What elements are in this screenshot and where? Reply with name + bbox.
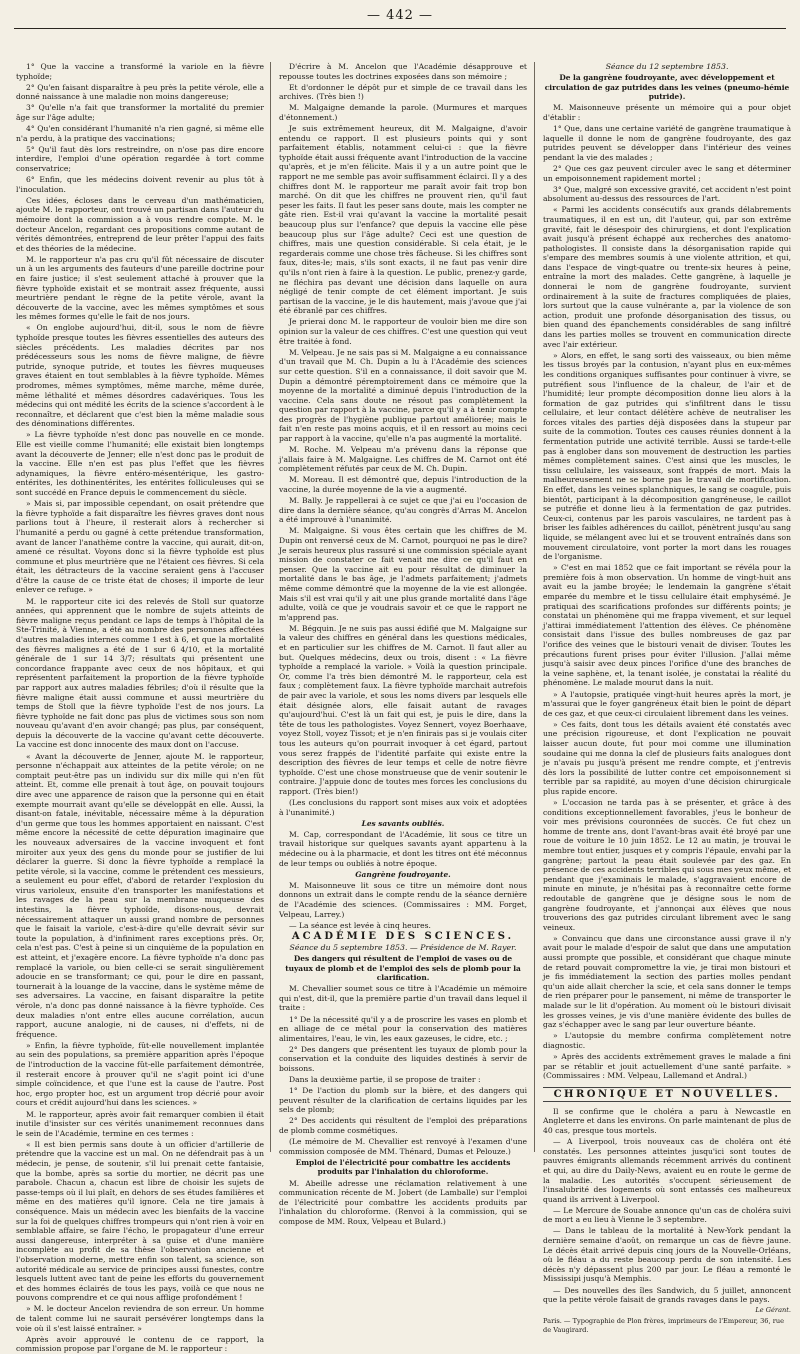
paragraph: M. le rapporteur n'a pas cru qu'il fût nécessaire de discuter un à un les arguments des fauteurs d'une pareille doctrine pour en faire justice; il s'est seulement attaché à prouver que la fièvre typhoïde existait et se montrait assez fréquente, aussi meurtrière pendant le règne de la petite vérole, avant la découverte de la vaccine, avec les mêmes symptômes et sous les mêmes formes qu'elle le fait de nos jours. [16, 254, 264, 322]
paragraph: M. Roche. M. Velpeau m'a prévenu dans la réponse que j'allais faire à M. Malgaigne. Les chiffres de M. Carnot ont été complètement réfutés par ceux de M. Ch. Dupin. [279, 445, 527, 474]
paragraph: Il se confirme que le choléra a paru à Newcastle en Angleterre et dans les environs. On parle maintenant de plus de 40 cas, presque tous mortels. [543, 1106, 791, 1136]
paragraph: D'écrire à M. Ancelon que l'Académie désapprouve et repousse toutes les doctrines exposées dans son mémoire ; [279, 62, 527, 81]
paragraph: M. Moreau. Il est démontré que, depuis l'introduction de la vaccine, la durée moyenne de la vie a augmenté. [279, 475, 527, 495]
paragraph: 3° Qu'elle n'a fait que transformer la mortalité du premier âge sur l'âge adulte; [16, 103, 264, 122]
paragraph: 6° Enfin, que les médecins doivent revenir au plus tôt à l'inoculation. [16, 175, 264, 194]
seance-line-12: Séance du 12 septembre 1853. [605, 62, 729, 71]
paragraph: M. le rapporteur, après avoir fait remarquer combien il était inutile d'insister sur ces vérités unanimement reconnues dans le sein de l'Académie, termine en ces termes : [16, 1109, 264, 1138]
paragraph: Après avoir approuvé le contenu de ce rapport, la commission propose par l'organe de M. le rapporteur : [16, 1334, 264, 1354]
paragraph: M. Chevallier soumet sous ce titre à l'Académie un mémoire qui n'est, dit-il, que la première partie d'un travail dans lequel il traite : [279, 984, 527, 1013]
paragraph: Je suis extrêmement heureux, dit M. Malgaigne, d'avoir entendu ce rapport. Il est plusieurs points qui y sont parfaitement établis, notamment celui-ci : que la fièvre typhoïde était aussi fréquente avant l'introduction de la vaccine qu'après, et je m'en félicite. Mais il y a un autre point que le rapport ne me semble pas avoir suffisamment éclairci. Il y a des chiffres dont M. le rapporteur me paraît avoir fait trop bon marché. On dit que les chiffres ne prouvent rien, qu'il faut peser les faits. Il faut les peser sans doute, mais les compter ne gâte rien. Est-il vrai qu'avant la vaccine la mortalité pesait beaucoup plus sur l'enfance? que depuis la vaccine elle pèse beaucoup plus sur l'âge adulte? Ceci est une question de chiffres, mais une question considérable. Si cela était, je le regarderais comme une chose très fâcheuse. Si les chiffres sont faux, dites-le; mais, s'ils sont exacts, il ne faut pas venir dire qu'ils n'ont rien à faire à la question. Le public, prenez-y garde, ne fléchira pas devant une décision dans laquelle on aura négligé de tenir compte de cet élément important. Je suis partisan de la vaccine, je le dis hautement, mais j'avoue que j'ai été ébranlé par ces chiffres. [279, 124, 527, 316]
paragraph: — La séance est levée à cinq heures. [289, 920, 431, 930]
paragraph: M. Bally. Je rappellerai à ce sujet ce que j'ai eu l'occasion de dire dans la dernière séance, qu'au congrès d'Arras M. Ancelon a été improuvé à l'unanimité. [279, 496, 527, 525]
paragraph: Je prierai donc M. le rapporteur de vouloir bien me dire son opinion sur la valeur de ces chiffres. C'est une question qui veut être traitée à fond. [279, 317, 527, 346]
paragraph: 5° Qu'il faut dès lors restreindre, on n'ose pas dire encore interdire, l'emploi d'une opération regardée à tort comme conservatrice; [16, 144, 264, 173]
paragraph: M. Maisonneuve lit sous ce titre un mémoire dont nous donnons un extrait dans le compte rendu de la séance dernière de l'Académie des sciences. (Commissaires : MM. Forget, Velpeau, Larrey.) [279, 880, 527, 919]
paragraph: 2° Des dangers que présentent les tuyaux de plomb pour la conservation et la conduite des liquides destinés à servir de boissons. [279, 1044, 527, 1073]
paragraph: M. Maisonneuve présente un mémoire qui a pour objet d'établir : [543, 103, 791, 122]
paragraph: » Ces faits, dont tous les détails avaient été constatés avec une précision rigoureuse, et dont l'explication ne pouvait laisser aucun doute, fut pour moi comme une illumination soudaine qui me donna la clef de plusieurs faits analogues dont je n'avais pu jusqu'à présent me rendre compte, et j'entrevis dès lors la possibilité de lutter contre cet empoisonnement si terrible par sa rapidité, au moyen d'une décision chirurgicale plus rapide encore. [543, 719, 791, 796]
paragraph: 3° Que, malgré son excessive gravité, cet accident n'est point absolument au-dessus des ressources de l'art. [543, 184, 791, 204]
paragraph: » La fièvre typhoïde n'est donc pas nouvelle en ce monde. Elle est vieille comme l'humanité; elle existait bien longtemps avant la découverte de Jenner; elle n'est donc pas le produit de la vaccine. Elle n'en est pas plus l'effet que les fièvres adynamiques, la fièvre entéro-mésentérique, les gastro-entérites, les dothinentérites, les entérites folliculeuses qui se sont succédé en France depuis le commencement du siècle. [16, 430, 264, 498]
paragraph: M. le rapporteur cite ici des relevés de Stoll sur quatorze années, qui apprennent que le nombre de sujets atteints de fièvre maligne reçus pendant ce laps de temps à l'hôpital de la Ste-Trinité, à Vienne, a été au nombre des personnes affectées d'autres maladies internes comme 1 est à 6, et que la mortalité des fièvres malignes a été de 1 sur 6 4/10, et la mortalité générale de 1 sur 14 3/7; résultats qui présentent une concordance frappante avec ceux de nos hôpitaux, et qui représentent parfaitement la proportion de la fièvre typhoïde par rapport aux autres maladies fébriles; d'où il résulte que la fièvre maligne était aussi commune et aussi meurtrière du temps de Stoll que la fièvre typhoïde l'est de nos jours. La fièvre typhoïde ne fait donc pas plus de victimes sous son nom nouveau qu'avant d'en avoir changé; pas plus, par conséquent, depuis la découverte de la vaccine qu'avant cette découverte. La vaccine est donc innocente des maux dont on l'accuse. [16, 596, 264, 750]
chronicle-title: CHRONIQUE ET NOUVELLES. [553, 1088, 781, 1100]
section-heading-tuyaux: Des dangers qui résultent de l'emploi de vases ou de tuyaux de plomb et de l'emploi des sels de plomb pour la clarification. [285, 953, 521, 983]
column-2-electricite [279, 1179, 527, 1227]
column-2 [279, 62, 527, 1226]
page-number: — 442 — [366, 8, 434, 23]
printer-imprint: Paris. — Typographie de Plon frères, imprimeurs de l'Empereur, 36, rue de Vaugirard. [543, 1317, 784, 1334]
paragraph: M. Cap, correspondant de l'Académie, lit sous ce titre un travail historique sur quelques savants ayant appartenu à la médecine ou à la pharmacie, et dont les titres ont été méconnus de leur temps ou oubliés à notre époque. [279, 829, 527, 868]
paragraph: M. Malgaigne demande la parole. (Murmures et marques d'étonnement.) [279, 103, 527, 122]
paragraph: 1° Que, dans une certaine variété de gangrène traumatique à laquelle il donne le nom de gangrène foudroyante, des gaz putrides peuvent se développer dans l'intérieur des veines pendant la vie des malades ; [543, 124, 791, 162]
section-heading-gangrene: Gangrène foudroyante. [355, 869, 451, 879]
paragraph: « Avant la découverte de Jenner, ajoute M. le rapporteur, personne n'échappait aux atteintes de la petite vérole; on ne comptait peut-être pas un individu sur dix mille qui n'en fût atteint. Et, comme elle prenait à tout âge, on pouvait toujours dire avec une apparence de raison que la personne qui en était exempte mourrait avant qu'elle se développât en elle. Aussi, la disant-on fatale, inévitable, nécessaire même à la dépuration d'un germe que tous les hommes apportaient en naissant. C'est même encore la nécessité de cette dépuration imaginaire que les nouveaux adversaires de la vaccine invoquent et font miroiter aux yeux des gens du monde pour se justifier de lui déclarer la guerre. Si donc la fièvre typhoïde a remplacé la petite vérole, si la vaccine, comme le prétendent ces messieurs, a seulement eu pour effet, d'abord de retarder l'explosion du virus varioleux, ensuite d'en transporter les manifestations et les ravages de la peau sur la membrane muqueuse des intestins, la fièvre typhoïde, disons-nous, devrait nécessairement attaquer un aussi grand nombre de personnes que le faisait la variole, c'est-à-dire qu'elle devrait sévir sur toute la population, à d'infiniment rares exceptions près. Or, cela n'est pas. C'est à peine si un cinquième de la population en est atteint, et j'exagère encore. La fièvre typhoïde n'a donc pas remplacé la variole, ou bien celle-ci se serait singulièrement adoucie en se transformant; ce qui, pour le dire en passant, tournerait à la louange de la vaccine, dans le système même de ses adversaires. La vaccine, en faisant disparaître la petite vérole, n'a donc pas donné naissance à la fièvre typhoïde. Ces deux maladies n'ont entre elles aucune corrélation, aucun rapport, aucune analogie, ni de causes, ni d'effets, ni de fréquence. [16, 751, 264, 1039]
paragraph: 1° Que la vaccine a transformé la variole en la fièvre typhoïde; [16, 62, 264, 81]
paragraph: « Parmi les accidents consécutifs aux grands délabrements traumatiques, il en est un, dit l'auteur, qui, par son extrême gravité, fait le désespoir des chirurgiens, et dont l'explication avait jusqu'à présent échappé aux recherches des anatomo-pathologistes. Il consiste dans la désorganisation rapide qui s'empare des membres soumis à une violente attrition, et qui, dans l'espace de vingt-quatre ou trente-six heures à peine, entraîne la mort des malades. Cette gangrène, à laquelle je donnerai le nom de gangrène foudroyante, survient ordinairement à la suite de fractures compliquées de plaies, lors surtout que la cause vulnérante a, par la violence de son action, produit une profonde désorganisation des tissus, ou bien quand des épanchements considérables de sang infiltré dans les parties molles se trouvent en communication directe avec l'air extérieur. [543, 205, 791, 349]
paragraph: » Après des accidents extrêmement graves le malade a fini par se rétablir et jouit actuellement d'une santé parfaite. » (Commissaires : MM. Velpeau, Lallemand et Andral.) [543, 1051, 791, 1081]
paragraph: « On englobe aujourd'hui, dit-il, sous le nom de fièvre typhoïde presque toutes les fièvres essentielles des auteurs des siècles précédents. Les maladies décrites par nos prédécesseurs sous les noms de fièvre maligne, de fièvre putride, synoque putride, et toutes les fièvres muqueuses graves étaient en tout semblables à la fièvre typhoïde. Mêmes prodromes, mêmes symptômes, même marche, même durée, même léthalité et mêmes désordres cadavériques. Tous les médecins qui ont médité les écrits de la science s'accordent à le reconnaître, et déclarent que c'est bien la même maladie sous des dénominations différentes. [16, 323, 264, 429]
paragraph: » Convaincu que dans une circonstance aussi grave il n'y avait pour le malade d'espoir de salut que dans une amputation aussi prompte que possible, et considérant que chaque minute de retard pouvait compromettre la vie, je tirai mon bistouri et je fis immédiatement la section des parties molles pendant qu'un aide allait chercher la scie, et cela sans donner le temps de rien préparer pour le pansement, ni même de transporter le malade sur le lit d'opération. Au moment où le bistouri divisait les grosses veines, je vis d'une manière évidente des bulles de gaz s'échapper avec le sang par leur ouverture béante. [543, 933, 791, 1030]
paragraph: M. Bégquin. Je ne suis pas aussi édifié que M. Malgaigne sur la valeur des chiffres en général dans les questions médicales, et en particulier sur les chiffres de M. Carnot. Il faut aller au but. Quelques médecins, deux ou trois, disent : « La fièvre typhoïde a remplacé la variole. » Voilà la question principale. Or, comme l'a très bien démontré M. le rapporteur, cela est faux ; complètement faux. La fièvre typhoïde marchait autrefois de pair avec la variole, et sous les noms divers par lesquels elle était désignée alors, elle faisait autant de ravages qu'aujourd'hui. C'est là un fait qui est, je puis le dire, dans la tête de tous les pathologistes. Voyez Sennert, voyez Boerhaave, voyez Stoll, voyez Tissot; et je n'en finirais pas si je voulais citer tous les auteurs qu'on pourrait invoquer à cet égard, partout vous serez frappés de l'identité parfaite qui existe entre la description des fièvres de leur temps et celle de notre fièvre typhoïde. C'est une chose monstrueuse que de venir soutenir le contraire. J'appuie donc de toutes mes forces les conclusions du rapport. (Très bien!) [279, 623, 527, 796]
paragraph: » Enfin, la fièvre typhoïde, fût-elle nouvellement implantée au sein des populations, sa première apparition après l'époque de l'introduction de la vaccine fût-elle parfaitement démontrée, il resterait encore à prouver qu'il ne s'agit point ici d'une simple coïncidence, et que l'une est la cause de l'autre. Post hoc, ergo propter hoc, est un argument trop décrié pour avoir cours et crédit aujourd'hui dans les sciences. » [16, 1040, 264, 1108]
paragraph: M. Abeille adresse une réclamation relativement à une communication récente de M. Jobert (de Lamballe) sur l'emploi de l'électricité pour combattre les accidents produits par l'inhalation du chloroforme. (Renvoi à la commission, qui se compose de MM. Roux, Velpeau et Bulard.) [279, 1178, 527, 1226]
section-heading-gangrene-foudroyante: De la gangrène foudroyante, avec développement et circulation de gaz putrides dans les veines (pneumo-hémie putride). [544, 73, 790, 102]
section-heading-electricite: Emploi de l'électricité pour combattre les accidents produits par l'inhalation du chloroforme. [295, 1157, 511, 1177]
paragraph: » L'occasion ne tarda pas à se présenter, et grâce à des conditions exceptionnellement favorables, j'eus le bonheur de voir mes prévisions couronnées de succès. Ce fut chez un homme de trente ans, dont l'avant-bras avait été broyé par une roue de voiture le 10 juin 1852. Le 12 au matin, je trouvai le membre tout entier, jusques et y compris l'épaule, envahi par la gangrène; partout la peau était soulevée par des gaz. En présence de ces accidents terribles qui sous mes yeux même, et pendant que j'examinais le malade, s'aggravaient encore de minute en minute, je n'hésitai pas à reconnaître cette forme redoutable de gangrène que je désigne sous le nom de gangrène foudroyante, et j'annonçai aux élèves que nous trouverions des gaz putrides circulant librement avec le sang veineux. [543, 798, 791, 932]
seance-line: Séance du 5 septembre 1853. — Présidence de M. Rayer. [289, 942, 517, 952]
column-1 [16, 62, 264, 1354]
section-heading-savants: Les savants oubliés. [361, 818, 445, 828]
paragraph: » A l'autopsie, pratiquée vingt-huit heures après la mort, je m'assurai que le foyer gangréneux était bien le point de départ de ces gaz, et que ceux-ci circulaient librement dans les veines. [543, 689, 791, 718]
paragraph: Ces idées, écloses dans le cerveau d'un mathématicien, ajoute M. le rapporteur, ont trouvé un partisan dans l'auteur du mémoire dont la commission a à vous rendre compte. M. le docteur Ancelon, regardant ces propositions comme autant de vérités démontrées, entreprend de leur prêter l'appui des faits et des théories de la médecine. [16, 195, 264, 253]
paragraph: Dans la deuxième partie, il se propose de traiter : [289, 1075, 481, 1085]
column-divider-1 [270, 62, 271, 1152]
paragraph: — A Liverpool, trois nouveaux cas de choléra ont été constatés. Les personnes atteintes jusqu'ici sont toutes de pauvres émigrants allemands récemment arrivés du continent et qui, au dire du Daily-News, avaient eu en route le germe de la maladie. Les autorités s'occupent sérieusement de l'insalubrité des logements où sont entassés ces malheureux quand ils arrivent à Liverpool. [543, 1137, 791, 1204]
chronicle-rule-bottom [543, 1101, 791, 1102]
paragraph: (Le mémoire de M. Chevallier est renvoyé à l'examen d'une commission composée de MM. Thénard, Dumas et Pelouze.) [279, 1137, 527, 1156]
paragraph: (Les conclusions du rapport sont mises aux voix et adoptées à l'unanimité.) [279, 798, 527, 817]
column-2-discussion [279, 62, 527, 817]
column-3-chronicle [543, 1107, 791, 1305]
paragraph: » Alors, en effet, le sang sorti des vaisseaux, ou bien même les tissus broyés par la contusion, n'ayant plus en eux-mêmes les conditions organiques suffisantes pour continuer à vivre, se putréfient sous l'influence de la chaleur, de l'air et de l'humidité; leur prompte décomposition donne lieu alors à la formation de gaz putrides qui s'infiltrent dans le tissu cellulaire, et leur contact délétère achève de neutraliser les forces vitales des parties déjà disposées dans la stupeur par suite de la commotion. Toutes ces causes réunies donnent à la fermentation putride une activité terrible. Aussi se tarde-t-elle pas à englober dans son mouvement de destruction les parties mêmes complètement saines. C'est ainsi que les muscles, le tissu cellulaire, les vaisseaux, sont frappés de mort. Mais la malheureusement ne se borne pas le travail de mortification. En effet, dans les veines splanchniques, le sang se coagule, puis bientôt, participant à la décomposition gangréneuse, le caillot se putréfie et donne lieu à la fermentation de gaz putrides. Ceux-ci, contenus par les parois vasculaires, ne tardent pas à briser les faibles adhérences du caillot, pénètrent jusqu'au sang liquide, se mélangent avec lui et se trouvent entraînés dans son mouvement circulatoire, vont porter la mort dans les rouages de l'organisme. [543, 350, 791, 562]
paragraph: 1° De l'action du plomb sur la bière, et des dangers qui peuvent résulter de la clarification de certains liquides par les sels de plomb; [279, 1086, 527, 1115]
column-2-savants [279, 830, 527, 868]
column-3-gangrene [543, 103, 791, 1080]
paragraph: 2° Des accidents qui résultent de l'emploi des préparations de plomb comme cosmétiques. [279, 1116, 527, 1136]
column-2-tuyaux [279, 984, 527, 1156]
paragraph: « Il est bien permis sans doute à un officier d'artillerie de prétendre que la vaccine est un mal. On ne défendrait pas à un médecin, je pense, de soutenir, s'il lui prenait cette fantaisie, que la bombe, après sa sortie du mortier, ne décrit pas une parabole. Chacun a, chacun est libre de choisir les sujets de passe-temps où il lui plaît, en dehors de ses études familières et même en des matières qu'il ignore. Cela ne tire jamais à conséquence. Mais un médecin avec les bienfaits de la vaccine sur la foi de quelques chiffres trompeurs qui n'ont rien à voir en semblable affaire, se faire l'écho, le propagateur d'une erreur aussi dangereuse, interpréter à sa guise et d'une manière incomplète au profit de sa thèse l'observation ancienne et l'observation moderne, mettre enfin son talent, sa science, son autorité médicale au service de principes aussi funestes, contre lesquels luttent avec tant de peine les efforts du gouvernement et des hommes éclairés de tous les pays, voilà ce que nous ne pouvons comprendre et ce qui nous afflige profondément ! [16, 1139, 264, 1303]
academy-title: ACADÉMIE DES SCIENCES. [291, 930, 515, 942]
column-2-gangrene [279, 881, 527, 930]
paragraph: » C'est en mai 1852 que ce fait important se révéla pour la première fois à mon observation. Un homme de vingt-huit ans avait eu la jambe broyée; le lendemain la gangrène s'était emparée du membre et le tissu cellulaire était emphysémé. Je pratiquai des scarifications profondes sur différents points; je constatai un phénomène qui me frappa vivement, et sur lequel j'attirai immédiatement l'attention des élèves. Ce phénomène consistait dans l'issue des bulles nombreuses de gaz par l'orifice des veines que le bistouri venait de diviser. Toutes les précautions furent prises pour éviter l'illusion. J'allai même jusqu'à saisir avec deux pinces l'orifice d'une des branches de la veine saphène, et, la tenant isolée, je constatai la réalité du phénomène. Le malade mourut dans la nuit. [543, 563, 791, 688]
paragraph: — Dans le tableau de la mortalité à New-York pendant la dernière semaine d'août, on remarque un cas de fièvre jaune. Le décès était arrivé depuis cinq jours de la Nouvelle-Orléans, où le fléau a du reste beaucoup perdu de son intensité. Les décès n'y dépassent plus 200 par jour. Le fléau a remonté le Mississipi jusqu'à Memphis. [543, 1226, 791, 1284]
paragraph: » M. le docteur Ancelon reviendra de son erreur. Un homme de talent comme lui ne saurait persévérer longtemps dans la voie où il s'est laissé entraîner. » [16, 1304, 264, 1333]
chronicle-rule-top [543, 1087, 791, 1088]
gerant-signature: Le Gérant. [755, 1306, 791, 1315]
paragraph: » L'autopsie du membre confirma complètement notre diagnostic. [543, 1031, 791, 1050]
column-3 [543, 62, 791, 1334]
paragraph: » Mais si, par impossible cependant, on osait prétendre que la fièvre typhoïde a fait disparaître les fièvres graves dont nous parlions tout à l'heure, il resterait alors à rechercher si l'humanité a perdu ou gagné à cette prétendue transformation, avant de lancer l'anathème contre la vaccine, qui aurait, dit-on, amené ce résultat. Voyons donc si la fièvre typhoïde est plus commune et plus meurtrière que ne l'étaient ces fièvres. Si cela était, les détracteurs de la vaccine seraient gens à l'accuser d'être la cause de ce triste état de choses; il importe de leur enlever ce refuge. » [16, 499, 264, 595]
paragraph: 2° Que ces gaz peuvent circuler avec le sang et déterminer un empoisonnement rapidement mortel ; [543, 163, 791, 183]
column-divider-2 [534, 62, 535, 1152]
paragraph: — Le Mercure de Souabe annonce qu'un cas de choléra suivi de mort a eu lieu à Vienne le 3 septembre. [543, 1205, 791, 1225]
paragraph: 4° Qu'en considérant l'humanité n'a rien gagné, si même elle n'a perdu, à la pratique des vaccinations; [16, 124, 264, 143]
paragraph: 2° Qu'en faisant disparaître à peu près la petite vérole, elle a donné naissance à une maladie non moins dangereuse; [16, 82, 264, 102]
header-rule [14, 28, 786, 29]
paragraph: Et d'ordonner le dépôt pur et simple de ce travail dans les archives. (Très bien !) [279, 82, 527, 102]
paragraph: M. Malgaigne. Si vous êtes certain que les chiffres de M. Dupin ont renversé ceux de M. Carnot, pourquoi ne pas le dire? Je serais heureux plus rassuré si une commission spéciale ayant mission de constater ce fait venait me dire ce qu'il faut en penser. Que la vaccine ait eu pour résultat de diminuer la mortalité dans le bas âge, je l'admets parfaitement; j'admets même comme démontré que la moyenne de la vie est allongée. Mais s'il est vrai qu'il y ait une plus grande mortalité dans l'âge adulte, voilà ce que je voudrais savoir et ce que le rapport ne m'apprend pas. [279, 526, 527, 622]
paragraph: 1° De la nécessité qu'il y a de proscrire les vases en plomb et en alliage de ce métal pour la conservation des matières alimentaires, l'eau, le vin, les eaux gazeuses, le cidre, etc. ; [279, 1014, 527, 1043]
paragraph: — Des nouvelles des îles Sandwich, du 5 juillet, annoncent que la petite vérole faisait de grands ravages dans le pays. [543, 1285, 791, 1305]
paragraph: M. Velpeau. Je ne sais pas si M. Malgaigne a eu connaissance d'un travail que M. Ch. Dupin a lu à l'Académie des sciences sur cette question. S'il en a connaissance, il doit savoir que M. Dupin a démontré péremptoirement dans ce mémoire que la moyenne de la mortalité a diminué depuis l'introduction de la vaccine. Cela sans doute ne résout pas complètement la question par rapport à la vaccine, parce qu'il y a à tenir compte des progrès de l'hygiène publique partout améliorée; mais le fait n'en reste pas moins acquis, et il en ressort au moins ceci par rapport à la vaccine, qu'elle n'a pas augmenté la mortalité. [279, 347, 527, 444]
